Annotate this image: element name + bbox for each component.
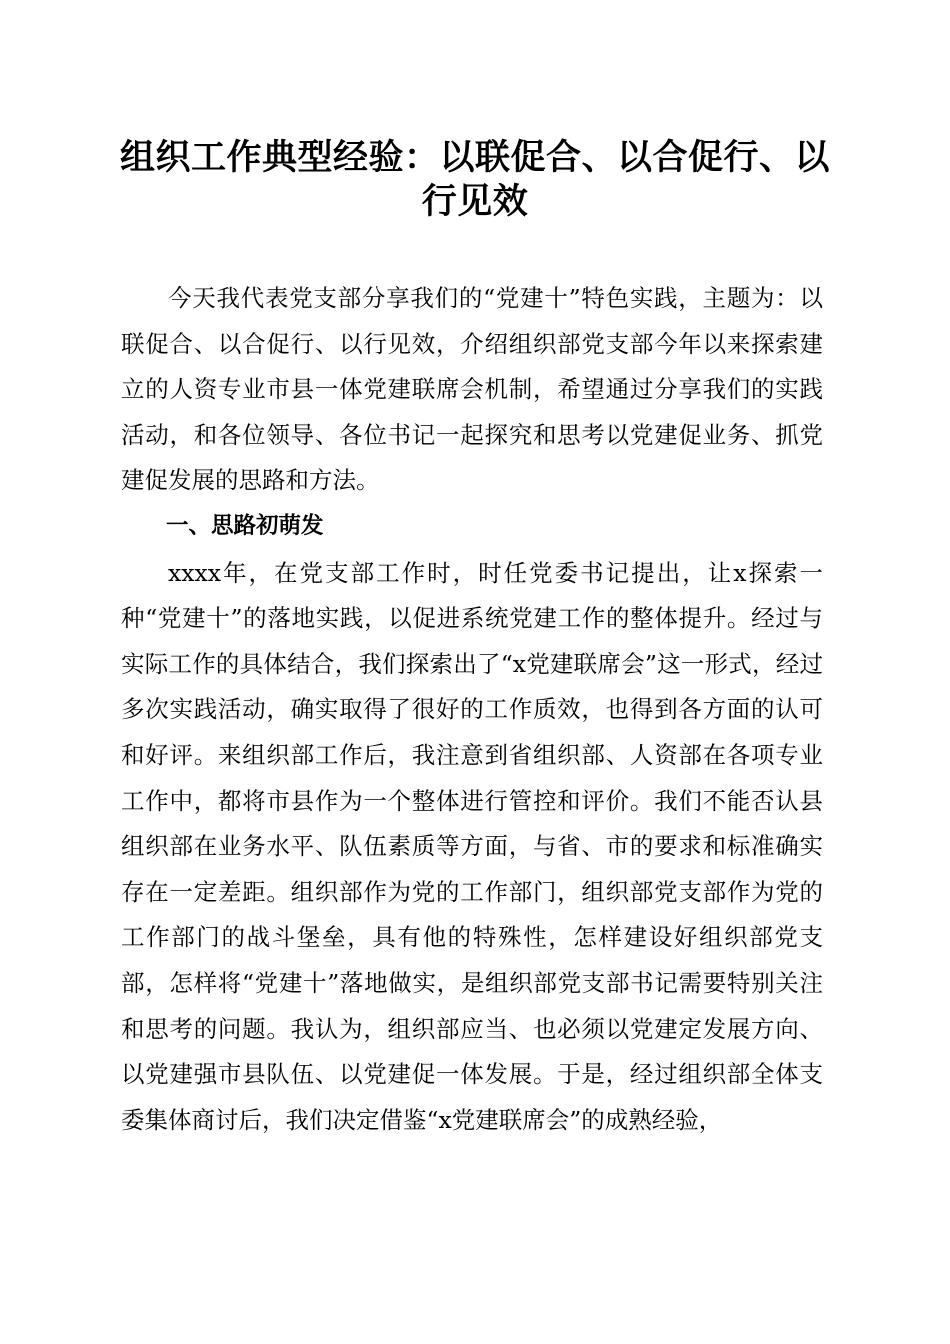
intro-paragraph: 今天我代表党支部分享我们的“党建十”特色实践，主题为：以联促合、以合促行、以行见效，介绍组织部党支部今年以来探索建立的人资专业市县一体党建联席会机制，希望通过分享我们的实践活动，和各位领导、各位书记一起探究和思考以党建促业务、抓党建促发展的思路和方法。 [121, 284, 823, 495]
document-title: 组织工作典型经验：以联促合、以合促行、以行见效 [119, 138, 830, 222]
section-paragraph: xxxx年，在党支部工作时，时任党委书记提出，让x探索一种“党建十”的落地实践，以促进系统党建工作的整体提升。经过与实际工作的具体结合，我们探索出了“x党建联席会”这一形式，经过多次实践活动，确实取得了很好的工作质效，也得到各方面的认可和好评。来组织部工作后，我注意到省组织部、人资部在各项专业工作中，都将市县作为一个整体进行管控和评价。我们不能否认县组织部在业务水平、队伍素质等方面，与省、市的要求和标准确实存在一定差距。组织部作为党的工作部门，组织部党支部作为党的工作部门的战斗堡垒，具有他的特殊性，怎样建设好组织部党支部，怎样将“党建十”落地做实，是组织部党支部书记需要特别关注和思考的问题。我认为，组织部应当、也必须以党建定发展方向、以党建强市县队伍、以党建促一体发展。于是，经过组织部全体支委集体商讨后，我们决定借鉴“x党建联席会”的成熟经验， [121, 558, 823, 1134]
section-heading: 一、思路初萌发 [166, 512, 324, 539]
document-body [121, 276, 823, 1143]
